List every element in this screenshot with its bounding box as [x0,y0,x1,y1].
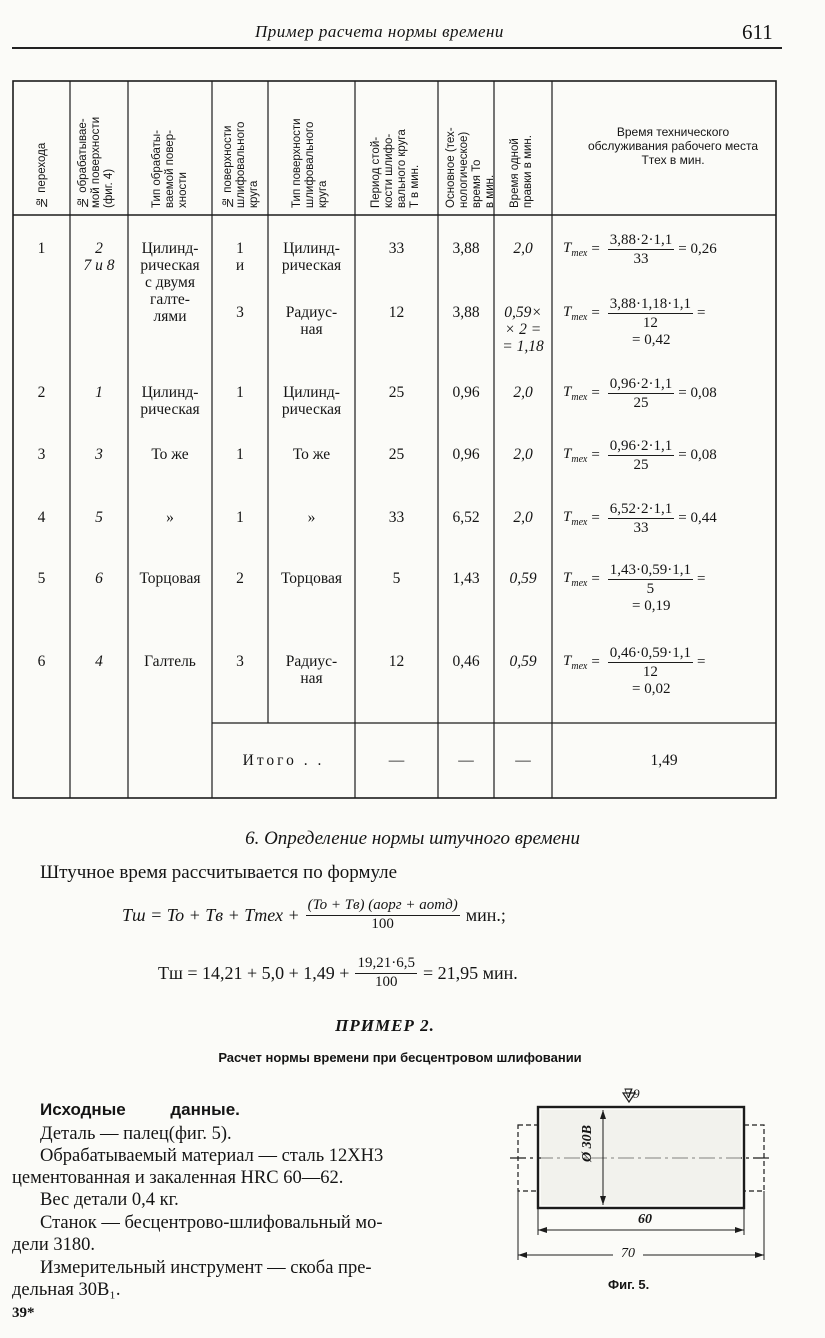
cell-surface-no: 1 [95,384,103,401]
cell-dressing-time: 2,0 [513,384,533,401]
formula-symbol: $T_{тех}$ [563,446,588,465]
cell-wheel-surface-no: 3 [236,653,244,670]
cell-dressing-time: 2,0 [513,446,533,463]
cell-base-time: 6,52 [452,509,480,526]
cell-base-time: 0,46 [452,653,480,670]
cell-transition: 6 [37,653,46,670]
cell-surface-no: 3 [95,446,103,463]
formula-result: = [697,305,706,321]
cell-wheel-surface-no: 1 и [235,240,245,274]
total-base-time: — [458,752,474,769]
cell-base-time: 0,96 [452,446,480,463]
total-label: Итого . . [242,752,325,769]
formula-numerator: 0,46·0,59·1,1 [609,645,692,661]
example-line-6: дели 3180. [12,1235,96,1255]
example-line-7: Измерительный инструмент — скоба пре- [40,1258,372,1278]
cell-surface-type: Торцовая [139,570,201,587]
cell-transition: 3 [37,446,46,463]
cell-service-formula [563,562,706,597]
col-header-service-time: Время технического обслуживания рабочего места Tтех в мин. [588,125,758,167]
col-header-transition: № перехода [36,142,48,208]
formula-equals: = [591,241,600,257]
cell-base-time: 1,43 [452,570,480,587]
figure-diameter-label: Ø 30В [580,1125,595,1162]
formula-equals: = [591,385,600,401]
example-title: ПРИМЕР 2. [335,1016,435,1035]
cell-wheel-surface-no: 1 [236,509,244,526]
figure-length-60: 60 [630,1212,660,1228]
col-header-base-time: Основное (тех- нологическое) время To в мин. [445,127,496,208]
formula-result: = 0,44 [678,510,717,526]
cell-wheel-surface-type: » [307,509,316,526]
formula-symbol: $T_{тех}$ [563,240,588,259]
cell-transition: 1 [37,240,46,257]
col-header-wheel-surface-type: Тип поверхности шлифовального круга [291,118,329,208]
cell-wheel-surface-type: Радиус- ная [285,304,338,338]
cell-service-formula [563,438,717,473]
formula-equals: = [591,305,600,321]
formula-symbol: $T_{тех}$ [563,653,588,672]
example-heading: Исходные данные. [40,1100,240,1119]
formula-denominator: 33 [633,251,649,267]
formula-general-unit: мин.; [465,904,506,925]
formula-numerator: 0,96·2·1,1 [609,438,673,454]
cell-tool-life: 5 [392,570,401,587]
col-header-tool-life: Период стой- кости шлифо- вального круга T в мин. [370,129,421,208]
formula-numeric-lhs: Tш = 14,21 + 5,0 + 1,49 + [158,962,350,983]
cell-wheel-surface-type: Цилинд- рическая [281,384,342,418]
cell-wheel-surface-type: Цилинд- рическая [281,240,342,274]
running-title: Пример расчета нормы времени [255,22,504,41]
formula-numerator: 3,88·1,18·1,1 [609,296,692,312]
cell-transition: 2 [37,384,46,401]
cell-surface-no: 6 [95,570,103,587]
cell-surface-type: » [166,509,174,526]
cell-surface-no: 5 [95,509,103,526]
example-line-2: Обрабатываемый материал — сталь 12ХН3 [40,1146,384,1166]
formula-result: = 0,08 [678,447,717,463]
cell-tool-life: 33 [388,240,405,257]
cell-service-result: = 0,42 [632,332,671,348]
formula-denominator: 12 [642,315,658,331]
cell-service-result: = 0,02 [632,681,671,697]
example-subtitle: Расчет нормы времени при бесцентровом шлифовании [218,1050,582,1065]
cell-base-time: 3,88 [452,304,480,321]
cell-tool-life: 12 [388,653,405,670]
cell-surface-type: Цилинд- рическая с двумя галте- лями [140,240,200,325]
cell-wheel-surface-type: То же [292,446,331,463]
example-line-4: Вес детали 0,4 кг. [40,1190,179,1210]
col-header-surface-no: № обрабатывае- мой поверхности (фиг. 4) [77,116,115,208]
formula-denominator: 25 [633,457,649,473]
signature-mark: 39* [12,1305,35,1321]
cell-service-formula [563,232,717,267]
cell-service-result: = 0,19 [632,598,671,614]
cell-wheel-surface-no: 2 [236,570,244,587]
col-header-dressing-time: Время одной правки в мин. [509,135,534,208]
formula-symbol: $T_{тех}$ [563,384,588,403]
total-tool-life: — [388,752,405,769]
formula-numeric-result: = 21,95 мин. [422,962,518,983]
section-title: 6. Определение нормы штучного времени [245,828,580,849]
cell-service-formula [563,296,706,331]
formula-result: = [697,571,706,587]
formula-equals: = [591,571,600,587]
cell-dressing-time: 0,59× × 2 = = 1,18 [502,304,544,355]
figure-length-70: 70 [613,1246,643,1262]
formula-general-lhs: Tш = To + Tв + Tтех + [122,904,300,925]
col-header-surface-type: Тип обрабаты- ваемой повер- хности [151,130,189,208]
cell-wheel-surface-no: 3 [236,304,244,321]
figure-finish-label: ∇9 [624,1086,640,1101]
cell-surface-type: Цилинд- рическая [140,384,200,418]
example-line-8: дельная 30В₁. [12,1280,121,1300]
formula-numeric-denominator: 100 [374,974,398,990]
formula-general-numerator: (To + Tв) (aорг + aотд) [306,897,460,916]
cell-service-formula [563,501,717,536]
cell-dressing-time: 0,59 [509,653,537,670]
formula-denominator: 12 [642,664,658,680]
formula-result: = 0,26 [678,241,717,257]
total-dressing: — [515,752,531,769]
cell-surface-type: То же [151,446,189,463]
formula-result: = 0,08 [678,385,717,401]
cell-dressing-time: 2,0 [513,240,533,257]
cell-wheel-surface-type: Радиус- ная [285,653,338,687]
formula-numerator: 3,88·2·1,1 [609,232,673,248]
cell-base-time: 3,88 [452,240,480,257]
example-line-3: цементованная и закаленная HRC 60—62. [12,1168,344,1188]
formula-symbol: $T_{тех}$ [563,509,588,528]
formula-equals: = [591,654,600,670]
formula-equals: = [591,510,600,526]
formula-equals: = [591,447,600,463]
section-intro: Штучное время рассчитывается по формуле [40,862,398,883]
cell-wheel-surface-no: 1 [236,384,244,401]
page-number: 611 [742,20,773,44]
cell-service-formula [563,645,706,680]
cell-service-formula [563,376,717,411]
cell-base-time: 0,96 [452,384,480,401]
cell-transition: 4 [37,509,46,526]
cell-dressing-time: 0,59 [509,570,537,587]
col-header-wheel-surface-no: № поверхности шлифовального круга [222,121,260,208]
cell-surface-type: Галтель [144,653,196,670]
cell-wheel-surface-type: Торцовая [281,570,342,587]
cell-dressing-time: 2,0 [513,509,533,526]
formula-general-denominator: 100 [371,916,394,932]
formula-numeric-numerator: 19,21·6,5 [355,955,417,974]
formula-result: = [697,654,706,670]
cell-tool-life: 33 [388,509,405,526]
formula-denominator: 5 [646,581,655,597]
cell-surface-no: 4 [95,653,103,670]
cell-wheel-surface-no: 1 [236,446,244,463]
total-value: 1,49 [650,752,678,769]
example-line-1: Деталь — палец(фиг. 5). [40,1124,232,1144]
formula-numerator: 6,52·2·1,1 [609,501,673,517]
formula-numerator: 1,43·0,59·1,1 [609,562,692,578]
formula-numeric [158,955,518,991]
cell-tool-life: 25 [388,446,405,463]
formula-numerator: 0,96·2·1,1 [609,376,673,392]
formula-symbol: $T_{тех}$ [563,304,588,323]
cell-surface-no: 2 7 и 8 [83,240,115,274]
formula-denominator: 25 [633,395,649,411]
formula-denominator: 33 [633,520,649,536]
cell-tool-life: 25 [388,384,405,401]
example-line-5: Станок — бесцентрово-шлифовальный мо- [40,1213,383,1233]
cell-transition: 5 [37,570,46,587]
formula-symbol: $T_{тех}$ [563,570,588,589]
cell-tool-life: 12 [388,304,405,321]
formula-general [122,897,506,933]
figure-caption: Фиг. 5. [608,1277,650,1292]
